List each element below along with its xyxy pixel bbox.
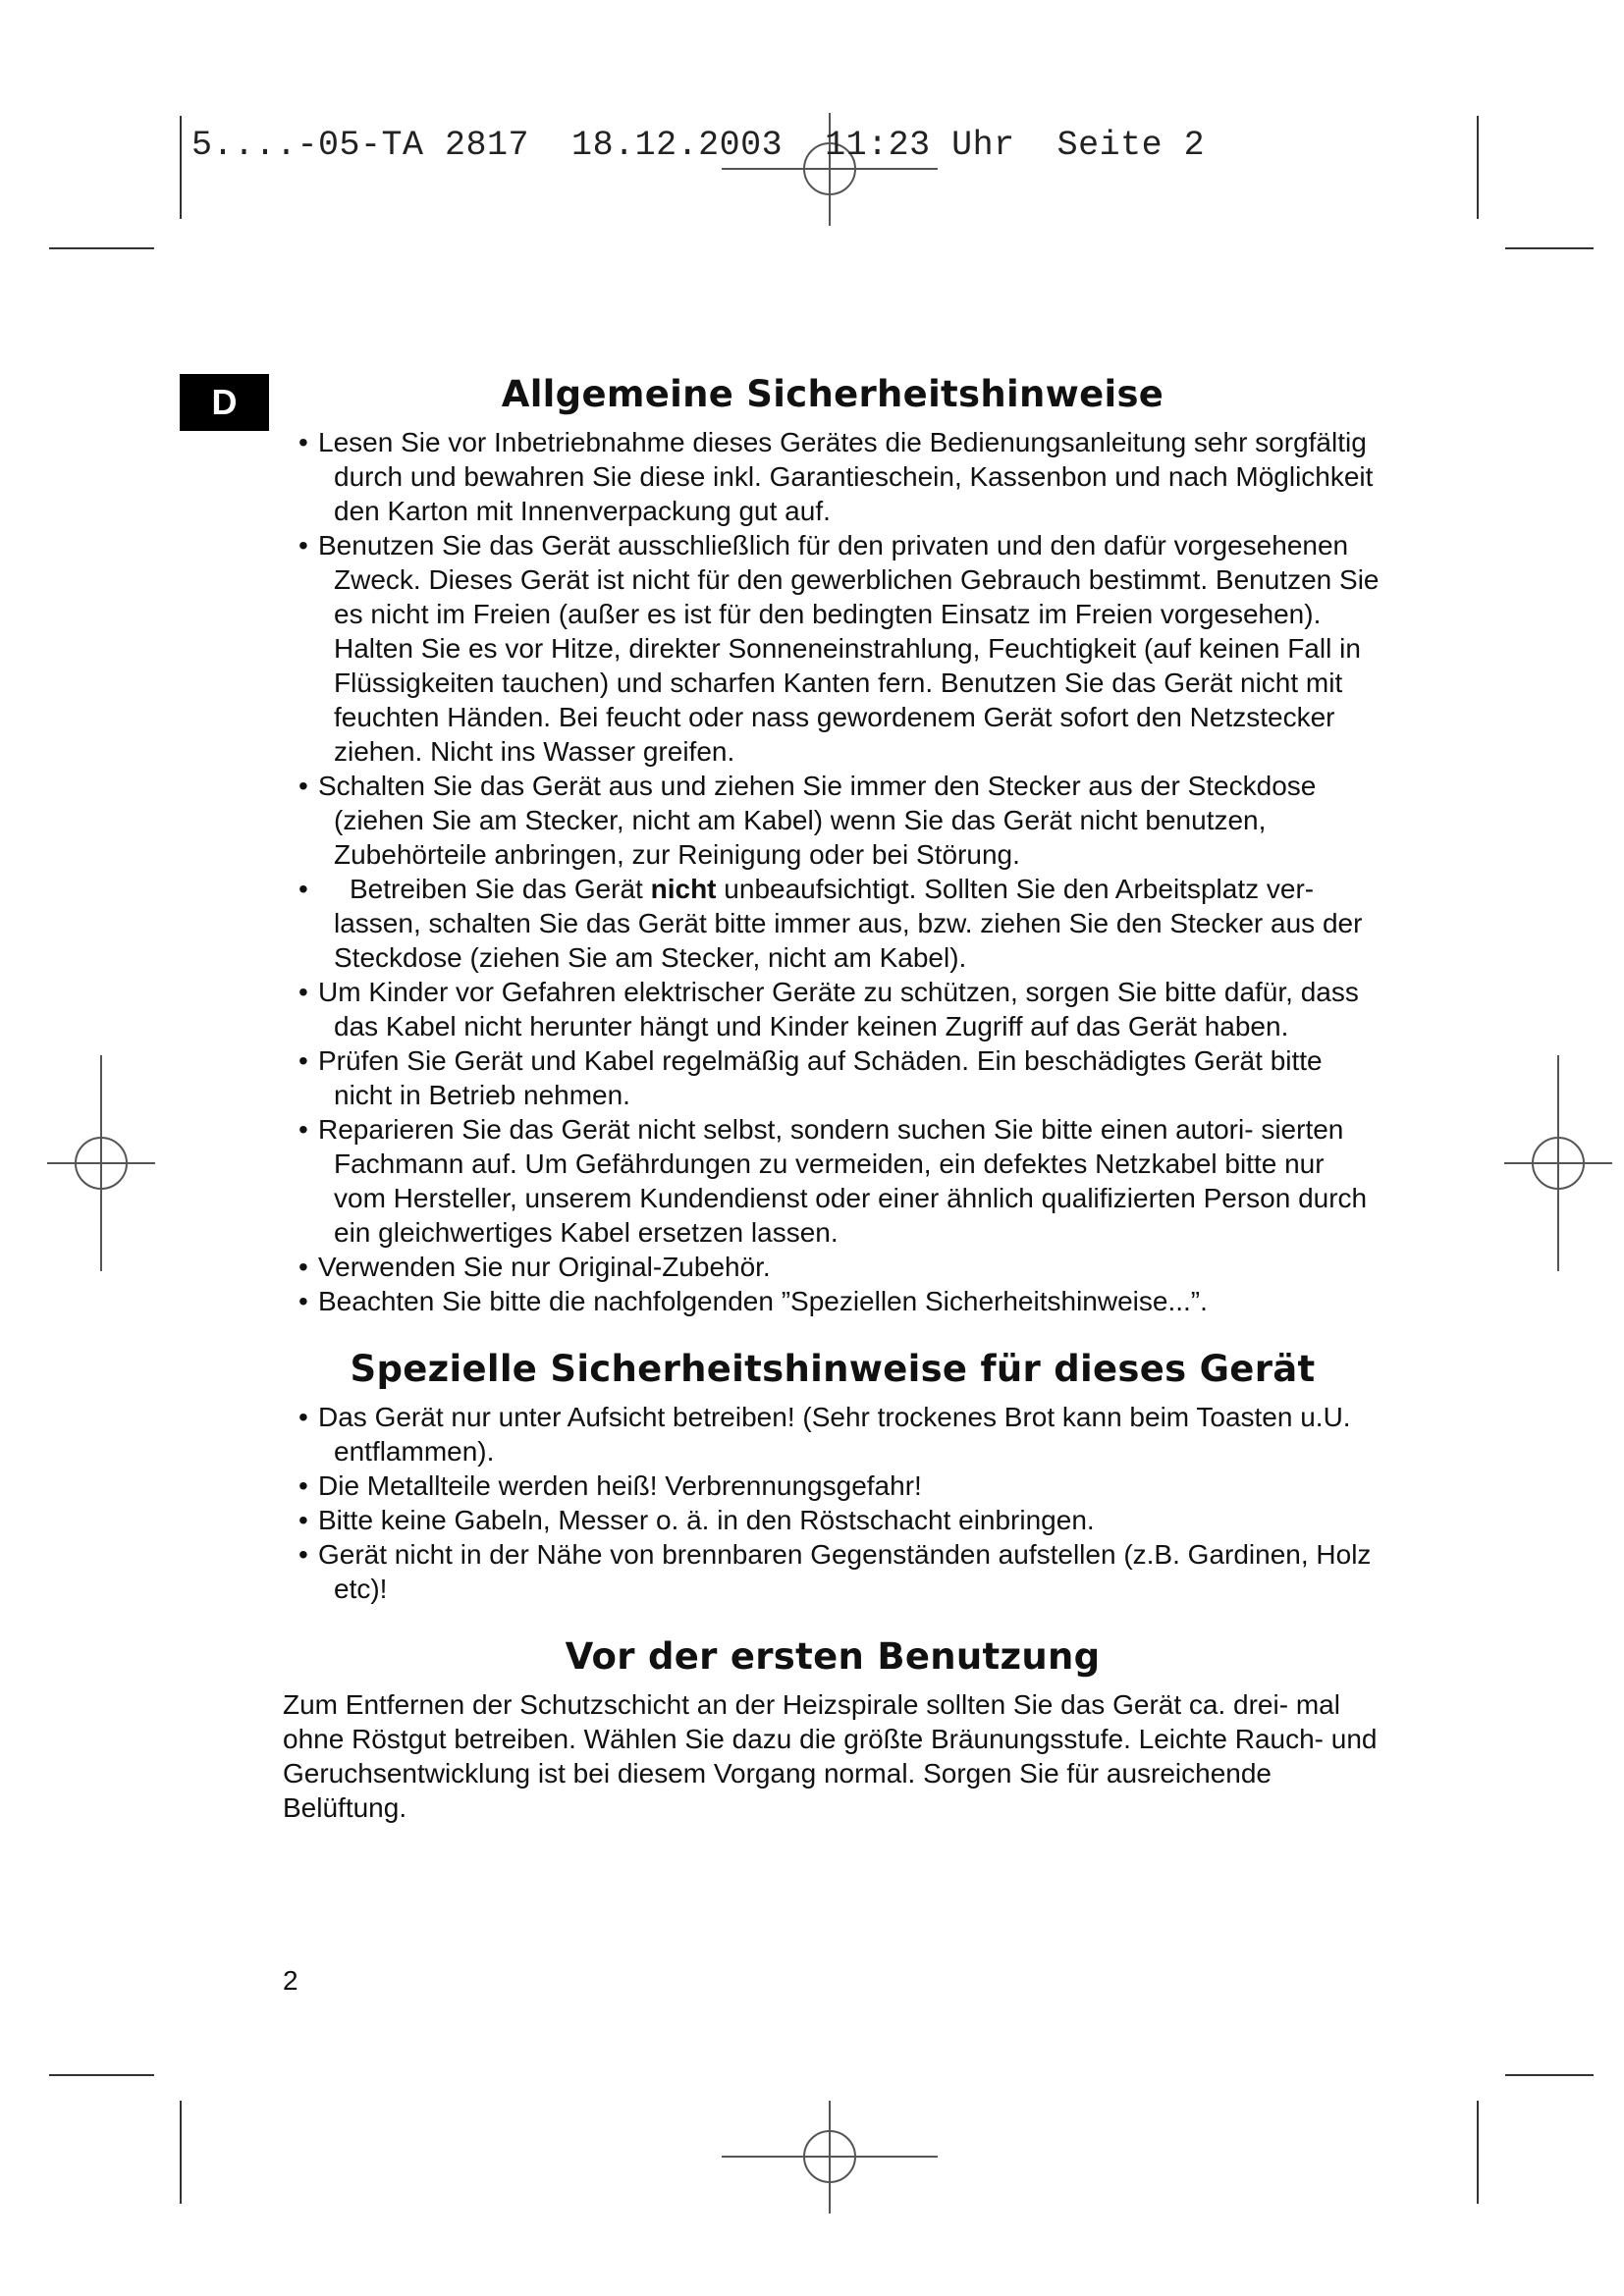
list-item: • Die Metallteile werden heiß! Verbrennungsgefahr! <box>298 1470 922 1501</box>
list-item: • Verwenden Sie nur Original-Zubehör. <box>298 1252 771 1282</box>
crop-mark <box>49 2074 154 2076</box>
crop-mark <box>1477 116 1479 219</box>
list-item: • Beachten Sie bitte die nachfolgenden ”Speziellen Sicherheitshinweise...”. <box>298 1286 1208 1316</box>
page-number: 2 <box>283 1965 298 1996</box>
registration-mark-bottom <box>722 2101 938 2214</box>
list-item: • Betreiben Sie das Gerät nicht unbeaufsichtigt. Sollten Sie den Arbeitsplatz ver- lassen, schalten Sie das Gerät bitte immer aus, bzw. ziehen Sie den Stecker aus der Steckdose (ziehen Sie am Stecker, nicht am Kabel). <box>298 874 1363 973</box>
list-item: • Gerät nicht in der Nähe von brennbaren Gegenständen aufstellen (z.B. Gardinen, Holz etc)! <box>298 1539 1372 1604</box>
print-slug: 5....-05-TA 2817 18.12.2003 11:23 Uhr Seite 2 <box>191 126 1206 165</box>
crop-mark <box>1505 247 1594 249</box>
section-title: Allgemeine Sicherheitshinweise <box>501 373 1164 415</box>
list-item: • Benutzen Sie das Gerät ausschließlich für den privaten und den dafür vorgesehenen Zweck. Dieses Gerät ist nicht für den gewerblichen Gebrauch bestimmt. Benutzen Sie es nicht im Freien (außer es ist für den bedingten Einsatz im Freien vorgesehen). Halten Sie es vor Hitze, direkter Sonneneinstrahlung, Feuchtigkeit (auf keinen Fall in Flüssigkeiten tauchen) und scharfen Kanten fern. Benutzen Sie das Gerät nicht mit feuchten Händen. Bei feucht oder nass gewordenem Gerät sofort den Netzstecker ziehen. Nicht ins Wasser greifen. <box>298 530 1380 767</box>
crop-mark <box>180 116 182 219</box>
section-title: Spezielle Sicherheitshinweise für dieses Gerät <box>350 1348 1316 1390</box>
list-item: • Schalten Sie das Gerät aus und ziehen Sie immer den Stecker aus der Steckdose (ziehen Sie am Stecker, nicht am Kabel) wenn Sie das Gerät nicht benutzen, Zubehörteile anbringen, zur Reinigung oder bei Störung. <box>298 771 1317 870</box>
crop-mark <box>180 2101 182 2204</box>
special-safety-list <box>283 1400 1382 1606</box>
section-title: Vor der ersten Benutzung <box>565 1635 1101 1678</box>
registration-mark-right <box>1504 1055 1612 1271</box>
list-item: • Prüfen Sie Gerät und Kabel regelmäßig auf Schäden. Ein beschädigtes Gerät bitte nicht in Betrieb nehmen. <box>298 1045 1323 1110</box>
crop-mark <box>1505 2074 1594 2076</box>
general-safety-list <box>283 425 1382 1318</box>
list-item: • Um Kinder vor Gefahren elektrischer Geräte zu schützen, sorgen Sie bitte dafür, dass das Kabel nicht herunter hängt und Kinder keinen Zugriff auf das Gerät haben. <box>298 977 1359 1041</box>
crop-mark <box>1477 2101 1479 2204</box>
language-tab: D <box>180 374 269 431</box>
page-content <box>283 373 1382 1825</box>
list-item: • Bitte keine Gabeln, Messer o. ä. in den Röstschacht einbringen. <box>298 1505 1095 1535</box>
list-item: • Das Gerät nur unter Aufsicht betreiben! (Sehr trockenes Brot kann beim Toasten u.U. entflammen). <box>298 1402 1351 1467</box>
list-item: • Reparieren Sie das Gerät nicht selbst, sondern suchen Sie bitte einen autori- sierten Fachmann auf. Um Gefährdungen zu vermeiden, ein defektes Netzkabel bitte nur vom Hersteller, unserem Kundendienst oder einer ähnlich qualifizierten Person durch ein gleichwertiges Kabel ersetzen lassen. <box>298 1114 1368 1248</box>
crop-mark <box>49 247 154 249</box>
list-item: • Lesen Sie vor Inbetriebnahme dieses Gerätes die Bedienungsanleitung sehr sorgfältig durch und bewahren Sie diese inkl. Garantieschein, Kassenbon und nach Möglichkeit den Karton mit Innenverpackung gut auf. <box>298 427 1374 526</box>
first-use-paragraph: Zum Entfernen der Schutzschicht an der Heizspirale sollten Sie das Gerät ca. drei- mal ohne Röstgut betreiben. Wählen Sie dazu die größte Bräunungsstufe. Leichte Rauch- und Geruchsentwicklung ist bei diesem Vorgang normal. Sorgen Sie für ausreichende Belüftung. <box>283 1689 1378 1823</box>
registration-mark-left <box>47 1055 155 1271</box>
